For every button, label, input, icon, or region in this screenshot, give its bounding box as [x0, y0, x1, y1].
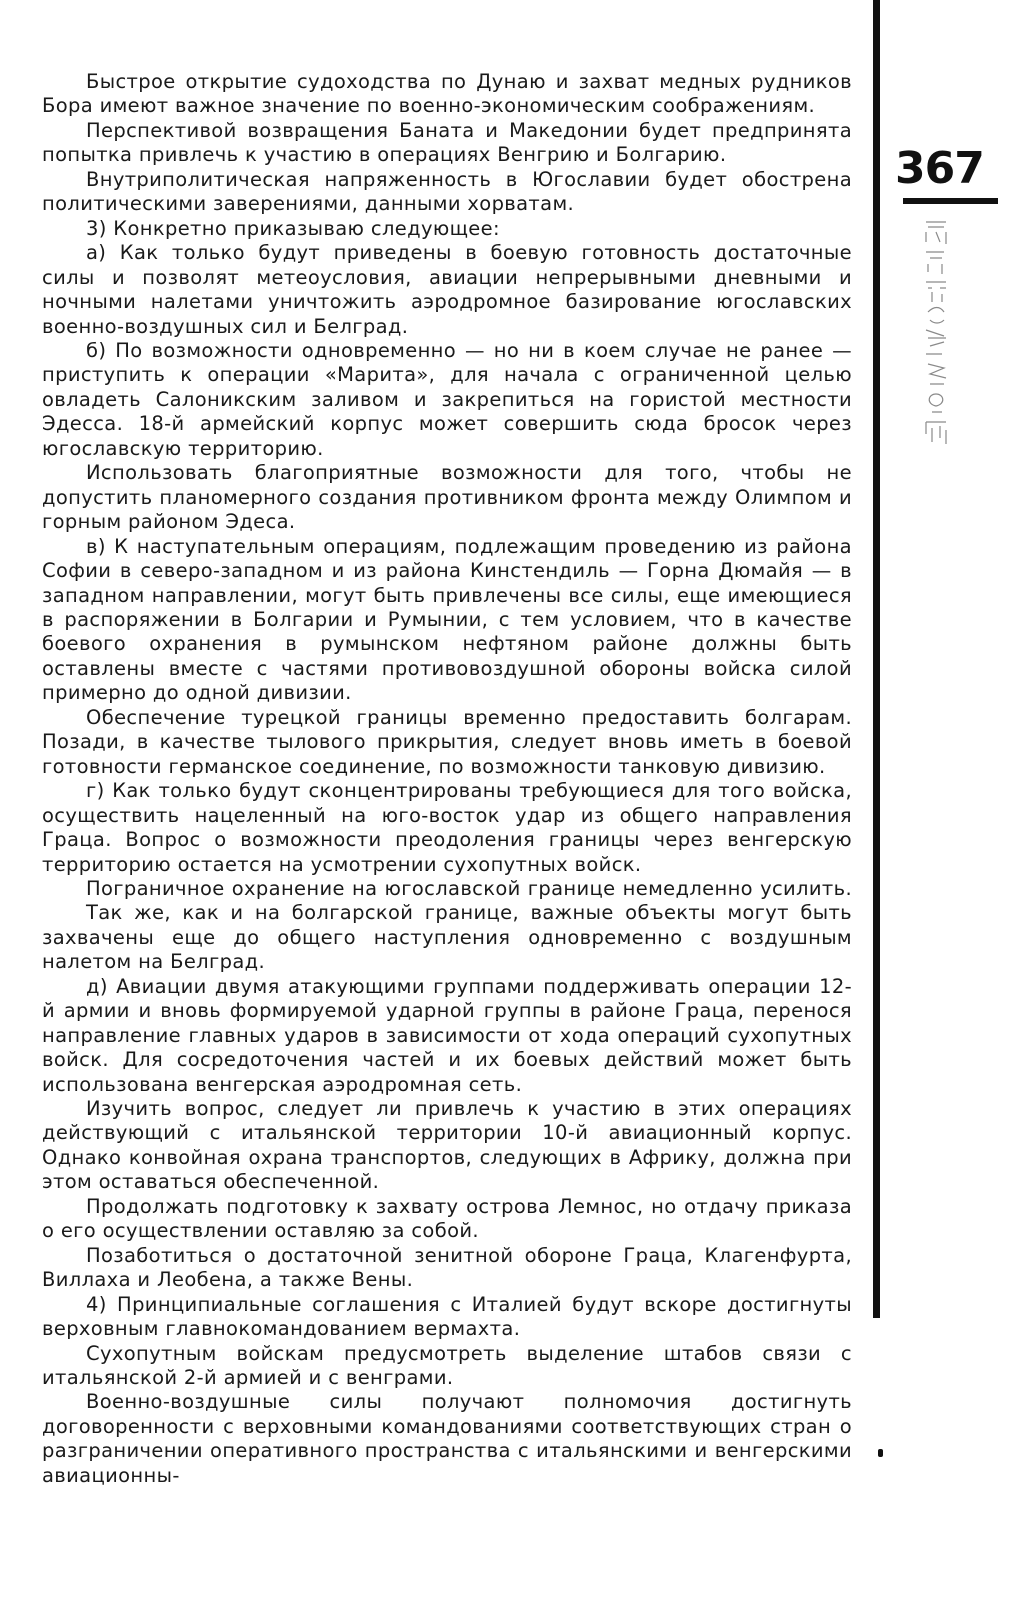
paragraph: б) По возможности одновременно — но ни в коем случае не ранее — приступить к операции «Марита», для начала с ограниченной целью овладеть Салоникским заливом и закрепиться на гористой местности Эдесса. 18-й армейский корпус может совершить сюда бросок через югославскую территорию.	[42, 338, 852, 460]
paragraph: Быстрое открытие судоходства по Дунаю и захват медных рудников Бора имеют важное значение по военно-экономическим соображениям.	[42, 70, 852, 118]
page-number-rule	[903, 198, 998, 204]
paragraph: Продолжать подготовку к захвату острова Лемнос, но отдачу приказа о его осуществлении оставляю за собой.	[42, 1194, 852, 1243]
body-text	[42, 70, 852, 1488]
paragraph: г) Как только будут сконцентрированы требующиеся для того войска, осуществить нацеленный на юго-восток удар из общего направления Граца. Вопрос о возможности преодоления границы через венгерскую территорию остается на усмотрении сухопутных войск.	[42, 779, 852, 876]
paragraph: д) Авиации двумя атакующими группами поддерживать операции 12-й армии и вновь формируемой ударной группы в районе Граца, перенося направление главных ударов в зависимости от хода операций сухопутных войск. Для сосредоточения частей и их боевых действий может быть использована венгерская аэродромная сеть.	[42, 974, 852, 1096]
paragraph: Внутриполитическая напряженность в Югославии будет обострена политическими заверениями, данными хорватам.	[42, 167, 852, 216]
paragraph: в) К наступательным операциям, подлежащим проведению из района Софии в северо-западном и из района Кинстендиль — Горна Дюмайя — в западном направлении, могут быть привлечены все силы, еще имеющиеся в распоряжении в Болгарии и Румынии, с тем условием, что в качестве боевого охранения в румынском нефтяном районе должны быть оставлены вместе с частями противовоздушной обороны войска силой примерно до одной дивизии.	[42, 534, 852, 705]
paragraph: Обеспечение турецкой границы временно предоставить болгарам. Позади, в качестве тылового прикрытия, следует вновь иметь в боевой готовности германское соединение, по возможности танковую дивизию.	[42, 705, 852, 778]
paragraph: а) Как только будут приведены в боевую готовность достаточные силы и позволят метеоусловия, авиации непрерывными дневными и ночными налетами уничтожить аэродромное базирование югославских военно-воздушных сил и Белград.	[42, 241, 852, 338]
section-mark-graphic	[918, 218, 954, 458]
paragraph: Так же, как и на болгарской границе, важные объекты могут быть захвачены еще до общего наступления одновременно с воздушным налетом на Белград.	[42, 901, 852, 974]
paragraph: Позаботиться о достаточной зенитной обороне Граца, Клагенфурта, Виллаха и Леобена, а также Вены.	[42, 1243, 852, 1292]
paragraph: Военно-воздушные силы получают полномочия достигнуть договоренности с верховными командованиями соответствующих стран о разграничении оперативного пространства с итальянскими и венгерскими авиационны-	[42, 1390, 852, 1487]
margin-rule-vertical	[873, 0, 880, 1318]
paragraph: Сухопутным войскам предусмотреть выделение штабов связи с итальянской 2-й армией и с венграми.	[42, 1341, 852, 1390]
paragraph: Изучить вопрос, следует ли привлечь к участию в этих операциях действующий с итальянской территории 10-й авиационный корпус. Однако конвойная охрана транспортов, следующих в Африку, должна при этом оставаться обеспеченной.	[42, 1097, 852, 1194]
paragraph: 4) Принципиальные соглашения с Италией будут вскоре достигнуты верховным главнокомандованием вермахта.	[42, 1292, 852, 1341]
paragraph: Пограничное охранение на югославской границе немедленно усилить.	[86, 876, 852, 900]
paragraph: Использовать благоприятные возможности для того, чтобы не допустить планомерного создания противником фронта между Олимпом и горным районом Эдеса.	[42, 461, 852, 534]
paragraph: 3) Конкретно приказываю следующее:	[86, 216, 500, 240]
page-number: 367	[895, 143, 984, 194]
paragraph: Перспективой возвращения Баната и Македонии будет предпринята попытка привлечь к участию в операциях Венгрию и Болгарию.	[42, 118, 852, 167]
stray-mark	[878, 1449, 883, 1457]
